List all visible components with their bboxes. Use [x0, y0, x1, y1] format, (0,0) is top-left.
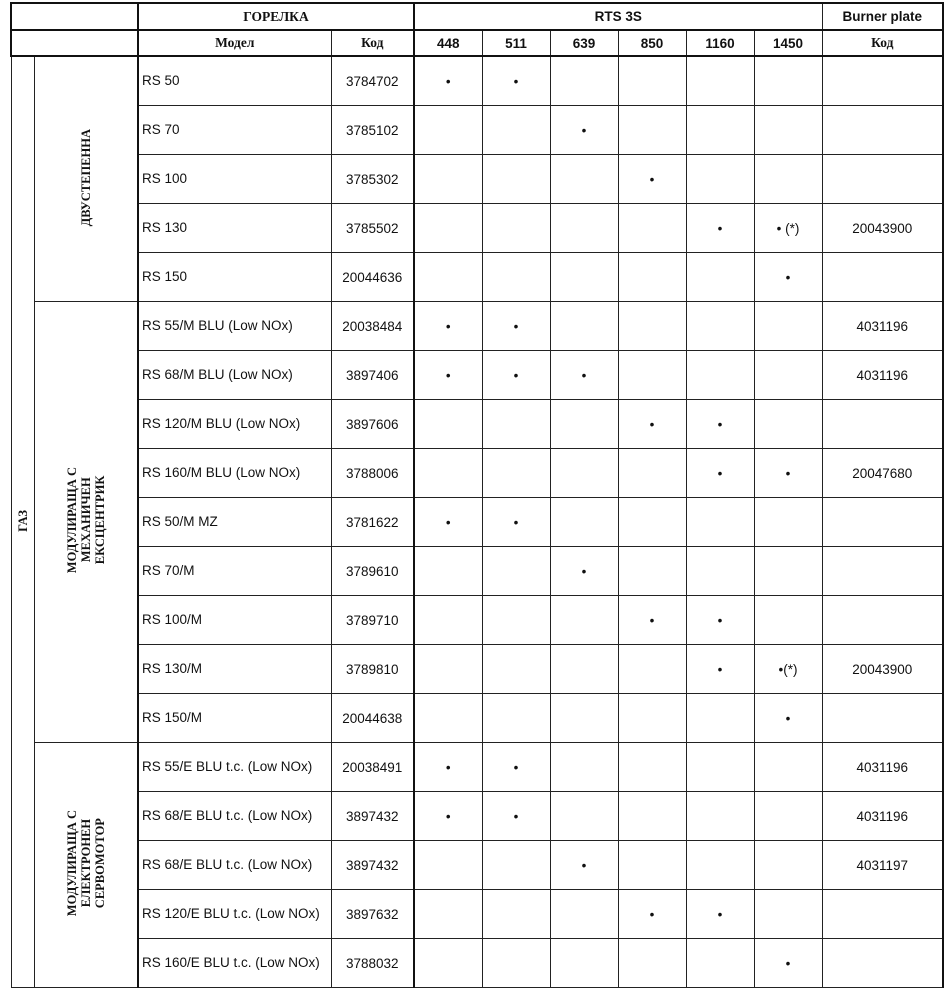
- table-row: [11, 155, 943, 204]
- plate-code-cell: 4031196: [822, 743, 943, 792]
- model-cell: RS 70/M: [138, 547, 331, 596]
- compatibility-mark: •: [686, 645, 754, 694]
- code-cell: 3897606: [331, 400, 414, 449]
- compatibility-mark: •: [550, 547, 618, 596]
- compatibility-mark: [414, 400, 482, 449]
- table-row: [11, 939, 943, 988]
- compatibility-mark: •: [414, 56, 482, 106]
- model-cell: RS 68/E BLU t.c. (Low NOx): [138, 792, 331, 841]
- group-label: [34, 743, 138, 988]
- group-label-text: ДВУСТЕПЕННА: [78, 128, 93, 227]
- compatibility-mark: •: [414, 792, 482, 841]
- compatibility-mark: [754, 841, 822, 890]
- compatibility-mark: [618, 792, 686, 841]
- compatibility-mark: [686, 841, 754, 890]
- table-row: [11, 890, 943, 939]
- code-cell: 3789610: [331, 547, 414, 596]
- code-cell: 3789710: [331, 596, 414, 645]
- table-row: [11, 106, 943, 155]
- header-empty-corner-sub: [11, 30, 138, 56]
- plate-code-cell: 4031197: [822, 841, 943, 890]
- code-cell: 3784702: [331, 56, 414, 106]
- compatibility-mark: [414, 841, 482, 890]
- model-cell: RS 100/M: [138, 596, 331, 645]
- compatibility-mark: •: [686, 596, 754, 645]
- table-row: [11, 400, 943, 449]
- compatibility-mark: [754, 890, 822, 939]
- compatibility-mark: •: [550, 841, 618, 890]
- compatibility-mark: [686, 155, 754, 204]
- compatibility-mark: [550, 155, 618, 204]
- compatibility-mark: [482, 939, 550, 988]
- header-row-top: [11, 3, 943, 30]
- compatibility-mark: [618, 351, 686, 400]
- compatibility-mark: [686, 743, 754, 792]
- compatibility-mark: [482, 890, 550, 939]
- group-label-text: МОДУЛИРАЩА С ЕЛЕКТРОНЕН СЕРВОМОТОР: [64, 810, 107, 917]
- model-cell: RS 50/M MZ: [138, 498, 331, 547]
- compatibility-mark: [618, 56, 686, 106]
- compatibility-mark: [618, 547, 686, 596]
- compatibility-mark: [686, 351, 754, 400]
- compatibility-mark: [482, 253, 550, 302]
- compatibility-mark: •: [618, 596, 686, 645]
- compatibility-mark: [618, 694, 686, 743]
- compatibility-mark: [686, 939, 754, 988]
- model-cell: RS 160/E BLU t.c. (Low NOx): [138, 939, 331, 988]
- plate-code-cell: [822, 155, 943, 204]
- code-cell: 20044638: [331, 694, 414, 743]
- compatibility-mark: •: [482, 302, 550, 351]
- plate-code-cell: 4031196: [822, 792, 943, 841]
- code-cell: 3897432: [331, 792, 414, 841]
- table-row: [11, 449, 943, 498]
- compatibility-mark: •: [550, 106, 618, 155]
- header-row-sub: [11, 30, 943, 56]
- compatibility-mark: [618, 743, 686, 792]
- header-rts: RTS 3S: [414, 3, 822, 30]
- table-row: [11, 694, 943, 743]
- model-cell: RS 120/E BLU t.c. (Low NOx): [138, 890, 331, 939]
- compatibility-mark: [618, 498, 686, 547]
- compatibility-mark: [618, 645, 686, 694]
- burner-compatibility-table: [10, 2, 944, 988]
- compatibility-mark: [686, 56, 754, 106]
- table-row: [11, 351, 943, 400]
- compatibility-mark: [754, 400, 822, 449]
- model-cell: RS 50: [138, 56, 331, 106]
- compatibility-mark: • (*): [754, 204, 822, 253]
- code-cell: 3781622: [331, 498, 414, 547]
- code-cell: 20038491: [331, 743, 414, 792]
- compatibility-mark: •: [414, 498, 482, 547]
- compatibility-mark: •: [414, 302, 482, 351]
- table-row: [11, 743, 943, 792]
- compatibility-mark: •: [686, 890, 754, 939]
- plate-code-cell: [822, 56, 943, 106]
- compatibility-mark: [482, 547, 550, 596]
- table-row: [11, 792, 943, 841]
- compatibility-mark: [754, 596, 822, 645]
- compatibility-mark: [414, 547, 482, 596]
- code-cell: 3897406: [331, 351, 414, 400]
- header-code: Код: [331, 30, 414, 56]
- header-plate-code: Код: [822, 30, 943, 56]
- compatibility-mark: •: [618, 890, 686, 939]
- table-row: [11, 596, 943, 645]
- compatibility-mark: [550, 743, 618, 792]
- compatibility-mark: [618, 253, 686, 302]
- compatibility-mark: •: [414, 743, 482, 792]
- compatibility-mark: [754, 56, 822, 106]
- header-size: 1160: [686, 30, 754, 56]
- compatibility-mark: •: [618, 400, 686, 449]
- compatibility-mark: [686, 498, 754, 547]
- compatibility-mark: [414, 939, 482, 988]
- compatibility-mark: [754, 792, 822, 841]
- compatibility-mark: [550, 56, 618, 106]
- compatibility-mark: [482, 645, 550, 694]
- compatibility-mark: [482, 449, 550, 498]
- compatibility-mark: [550, 792, 618, 841]
- compatibility-mark: [550, 302, 618, 351]
- plate-code-cell: 20043900: [822, 204, 943, 253]
- model-cell: RS 150/M: [138, 694, 331, 743]
- compatibility-mark: [414, 645, 482, 694]
- table-row: [11, 56, 943, 106]
- compatibility-mark: [686, 694, 754, 743]
- table-row: [11, 253, 943, 302]
- compatibility-mark: •: [482, 351, 550, 400]
- compatibility-mark: [550, 890, 618, 939]
- compatibility-mark: [686, 253, 754, 302]
- compatibility-mark: [482, 106, 550, 155]
- table-row: [11, 498, 943, 547]
- plate-code-cell: [822, 253, 943, 302]
- code-cell: 3897432: [331, 841, 414, 890]
- header-size: 511: [482, 30, 550, 56]
- table-row: [11, 204, 943, 253]
- compatibility-mark: [550, 939, 618, 988]
- plate-code-cell: [822, 498, 943, 547]
- compatibility-mark: [414, 204, 482, 253]
- compatibility-mark: •: [482, 498, 550, 547]
- code-cell: 20038484: [331, 302, 414, 351]
- compatibility-mark: [414, 253, 482, 302]
- code-cell: 3788032: [331, 939, 414, 988]
- table-row: [11, 645, 943, 694]
- plate-code-cell: 20047680: [822, 449, 943, 498]
- compatibility-mark: [618, 449, 686, 498]
- plate-code-cell: [822, 694, 943, 743]
- plate-code-cell: [822, 939, 943, 988]
- compatibility-mark: •: [686, 449, 754, 498]
- compatibility-mark: •: [754, 253, 822, 302]
- fuel-label-text: ГАЗ: [15, 509, 30, 532]
- model-cell: RS 160/M BLU (Low NOx): [138, 449, 331, 498]
- compatibility-mark: [550, 400, 618, 449]
- compatibility-mark: •: [550, 351, 618, 400]
- header-size: 448: [414, 30, 482, 56]
- compatibility-mark: [482, 400, 550, 449]
- code-cell: 3789810: [331, 645, 414, 694]
- compatibility-mark: [414, 694, 482, 743]
- model-cell: RS 68/M BLU (Low NOx): [138, 351, 331, 400]
- model-cell: RS 100: [138, 155, 331, 204]
- compatibility-mark: •: [686, 204, 754, 253]
- compatibility-mark: [550, 253, 618, 302]
- compatibility-mark: [414, 596, 482, 645]
- compatibility-mark: [686, 106, 754, 155]
- header-burner: ГОРЕЛКА: [138, 3, 414, 30]
- compatibility-mark: •: [754, 694, 822, 743]
- compatibility-mark: •: [754, 449, 822, 498]
- compatibility-mark: [482, 694, 550, 743]
- compatibility-mark: [550, 645, 618, 694]
- compatibility-mark: [550, 694, 618, 743]
- compatibility-mark: [482, 596, 550, 645]
- group-label: [34, 302, 138, 743]
- plate-code-cell: 4031196: [822, 302, 943, 351]
- plate-code-cell: 4031196: [822, 351, 943, 400]
- header-burner-plate: Burner plate: [822, 3, 943, 30]
- compatibility-mark: [550, 596, 618, 645]
- compatibility-mark: •: [482, 56, 550, 106]
- header-size: 1450: [754, 30, 822, 56]
- compatibility-mark: [754, 351, 822, 400]
- compatibility-mark: [550, 498, 618, 547]
- table-row: [11, 547, 943, 596]
- compatibility-mark: [414, 106, 482, 155]
- header-size: 639: [550, 30, 618, 56]
- model-cell: RS 68/E BLU t.c. (Low NOx): [138, 841, 331, 890]
- plate-code-cell: [822, 547, 943, 596]
- compatibility-mark: •: [414, 351, 482, 400]
- model-cell: RS 55/E BLU t.c. (Low NOx): [138, 743, 331, 792]
- group-label: [34, 56, 138, 302]
- group-label-text: МОДУЛИРАЩА С МЕХАНИЧЕН ЕКСЦЕНТРИК: [64, 467, 107, 574]
- code-cell: 3785102: [331, 106, 414, 155]
- compatibility-mark: [754, 498, 822, 547]
- model-cell: RS 70: [138, 106, 331, 155]
- plate-code-cell: [822, 890, 943, 939]
- compatibility-mark: [618, 106, 686, 155]
- compatibility-mark: [686, 302, 754, 351]
- compatibility-mark: •(*): [754, 645, 822, 694]
- table-row: [11, 841, 943, 890]
- model-cell: RS 150: [138, 253, 331, 302]
- compatibility-mark: [686, 792, 754, 841]
- compatibility-mark: [414, 155, 482, 204]
- compatibility-mark: [618, 939, 686, 988]
- compatibility-mark: •: [482, 743, 550, 792]
- header-model: Модел: [138, 30, 331, 56]
- compatibility-mark: •: [686, 400, 754, 449]
- compatibility-mark: [618, 841, 686, 890]
- header-empty-corner: [11, 3, 138, 30]
- compatibility-mark: [618, 204, 686, 253]
- compatibility-mark: [550, 449, 618, 498]
- compatibility-mark: [482, 841, 550, 890]
- code-cell: 20044636: [331, 253, 414, 302]
- code-cell: 3897632: [331, 890, 414, 939]
- compatibility-mark: •: [754, 939, 822, 988]
- code-cell: 3785302: [331, 155, 414, 204]
- compatibility-mark: [414, 449, 482, 498]
- plate-code-cell: 20043900: [822, 645, 943, 694]
- code-cell: 3788006: [331, 449, 414, 498]
- header-size: 850: [618, 30, 686, 56]
- plate-code-cell: [822, 596, 943, 645]
- compatibility-mark: [414, 890, 482, 939]
- compatibility-mark: [482, 155, 550, 204]
- compatibility-mark: [550, 204, 618, 253]
- model-cell: RS 120/M BLU (Low NOx): [138, 400, 331, 449]
- model-cell: RS 130/M: [138, 645, 331, 694]
- model-cell: RS 130: [138, 204, 331, 253]
- compatibility-mark: [754, 743, 822, 792]
- compatibility-mark: [754, 547, 822, 596]
- compatibility-mark: [618, 302, 686, 351]
- compatibility-mark: •: [618, 155, 686, 204]
- code-cell: 3785502: [331, 204, 414, 253]
- fuel-label: [11, 56, 34, 988]
- compatibility-mark: •: [482, 792, 550, 841]
- table-row: [11, 302, 943, 351]
- model-cell: RS 55/M BLU (Low NOx): [138, 302, 331, 351]
- plate-code-cell: [822, 106, 943, 155]
- compatibility-mark: [754, 155, 822, 204]
- compatibility-mark: [754, 302, 822, 351]
- plate-code-cell: [822, 400, 943, 449]
- compatibility-mark: [482, 204, 550, 253]
- compatibility-mark: [754, 106, 822, 155]
- compatibility-mark: [686, 547, 754, 596]
